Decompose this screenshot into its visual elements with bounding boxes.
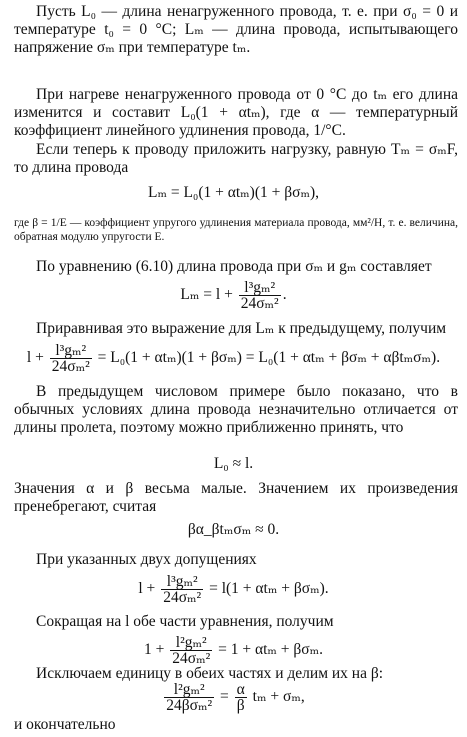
equation-product: βα_βtₘσₘ ≈ 0. <box>187 521 280 538</box>
eq-left: 1 + <box>143 641 165 659</box>
fraction <box>161 574 203 605</box>
fraction-denominator: 24σₘ² <box>172 650 211 667</box>
paragraph-heating: При нагреве ненагруженного провода от 0 °C до tₘ его длина изменится и составит L₀(1 + αtₘ), где α — температурный коэффициент линейного удлинения провода, 1/°C. <box>14 86 458 139</box>
equation-lm-sag <box>0 280 467 311</box>
fraction <box>170 635 212 666</box>
fraction-numerator: l³gₘ² <box>50 343 92 359</box>
fraction <box>239 280 281 311</box>
fraction-numerator: l³gₘ² <box>239 280 281 296</box>
paragraph-reducing: Сокращая на l обе части уравнения, получим <box>36 613 334 630</box>
fraction <box>50 343 92 374</box>
paragraph-finally: и окончательно <box>14 716 116 733</box>
eq-right: = l(1 + αtₘ + βσₘ). <box>209 580 329 598</box>
paragraph-example: В предыдущем числовом примере было показано, что в обычных условиях длина провода незначительно отличается от длины пролета, поэтому можно приближенно принять, что <box>14 383 458 436</box>
eq-end: . <box>282 286 287 304</box>
eq-left: Lₘ = l + <box>180 286 233 304</box>
fraction-numerator: l³gₘ² <box>161 574 203 590</box>
paragraph-small-values: Значения α и β весьма малые. Значением их произведения пренебрегают, считая <box>14 480 458 515</box>
paragraph-excluding: Исключаем единицу в обеих частях и делим их на β: <box>36 665 384 682</box>
fraction-denominator: 24σₘ² <box>163 589 202 606</box>
equation-simplified <box>0 574 467 605</box>
equation-equated <box>0 343 467 374</box>
eq-right: = 1 + αtₘ + βσₘ. <box>218 641 324 659</box>
eq-right: = L₀(1 + αtₘ)(1 + βσₘ) = L₀(1 + αtₘ + βσₘ + αβtₘσₘ). <box>97 349 441 367</box>
fraction-numerator: l²gₘ² <box>170 635 212 651</box>
fraction-denominator: 24βσₘ² <box>166 697 213 714</box>
equation-reduced <box>0 635 467 666</box>
equation-length: Lₘ = L₀(1 + αtₘ)(1 + βσₘ), <box>147 184 320 201</box>
paragraph-equating: Приравнивая это выражение для Lₘ к предыдущему, получим <box>36 320 447 337</box>
equation-approx: L₀ ≈ l. <box>213 455 254 472</box>
fraction <box>164 682 214 713</box>
fraction-denominator: 24σₘ² <box>240 295 279 312</box>
fraction-numerator: l²gₘ² <box>164 682 214 698</box>
eq-left: l + <box>26 349 44 367</box>
eq-equals: = <box>220 688 229 706</box>
paragraph-definitions: Пусть L₀ — длина ненагруженного провода, т. е. при σ₀ = 0 и температуре t₀ = 0 °C; Lₘ — длина провода, испытывающего напряжение σₘ при температуре tₘ. <box>14 3 458 56</box>
fraction-denominator: 24σₘ² <box>51 358 90 375</box>
fraction-denominator: β <box>236 697 245 714</box>
fraction-numerator: α <box>236 681 245 698</box>
paragraph-load: Если теперь к проводу приложить нагрузку, равную Tₘ = σₘF, то длина провода <box>14 141 458 176</box>
paragraph-assumptions: При указанных двух допущениях <box>36 551 257 568</box>
eq-left: l + <box>138 580 156 598</box>
equation-divided <box>0 682 467 713</box>
paragraph-beta-definition: где β = 1/E — коэффициент упругого удлинения материала провода, мм²/Н, т. е. величина, обратная модулю упругости E. <box>14 217 458 243</box>
paragraph-by-equation: По уравнению (6.10) длина провода при σₘ и gₘ составляет <box>36 258 432 275</box>
eq-right: tₘ + σₘ, <box>252 688 305 706</box>
fraction-alpha-beta <box>235 682 247 713</box>
